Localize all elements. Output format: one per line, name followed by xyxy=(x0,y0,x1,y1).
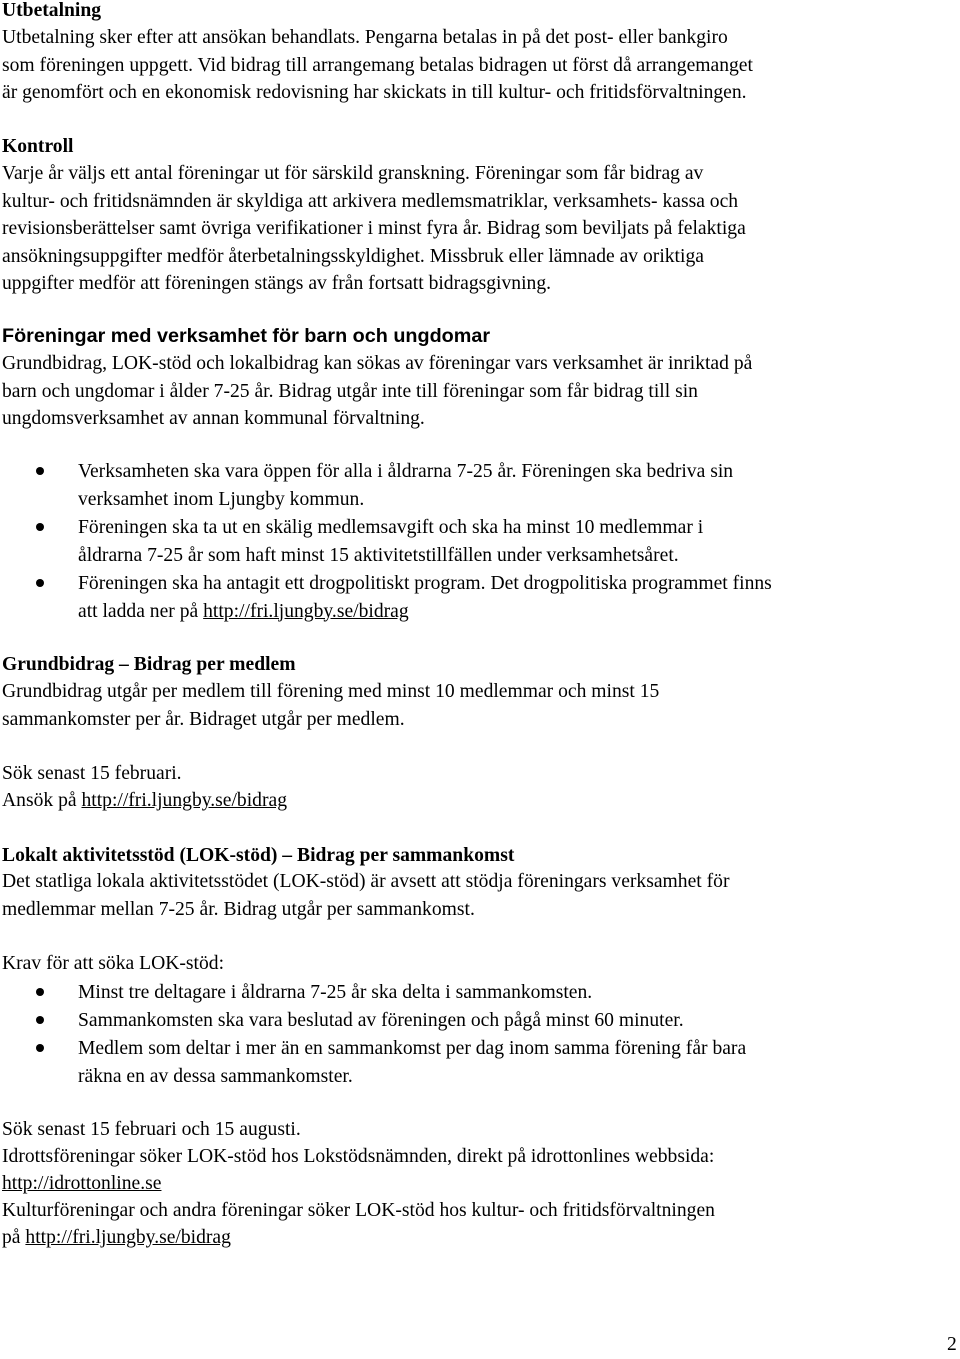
barn-bullet-2: Föreningen ska ta ut en skälig medlemsavgift och ska ha minst 10 medlemmar i åldrarna 7-25 år som haft minst 15 aktivitetstillfällen under verksamhetsåret. xyxy=(78,517,704,566)
grundbidrag-apply-text: Ansök på xyxy=(2,790,82,811)
drogpolitik-link[interactable]: http://fri.ljungby.se/bidrag xyxy=(203,600,409,622)
lok-deadline: Sök senast 15 februari och 15 augusti. xyxy=(2,1119,301,1140)
lok-kultur-text: Kulturföreningar och andra föreningar söker LOK-stöd hos kultur- och fritidsförvaltningen xyxy=(2,1200,715,1221)
kultur-bidrag-link[interactable]: http://fri.ljungby.se/bidrag xyxy=(25,1227,231,1248)
grundbidrag-heading: Grundbidrag – Bidrag per medlem xyxy=(2,654,296,675)
lok-idrott-text: Idrottsföreningar söker LOK-stöd hos Lokstödsnämnden, direkt på idrottonlines webbsida: xyxy=(2,1146,715,1167)
lok-body: Det statliga lokala aktivitetsstödet (LOK-stöd) är avsett att stödja föreningars verksamhet för medlemmar mellan 7-25 år. Bidrag utgår per sammankomst. xyxy=(2,871,730,920)
lok-kultur-link-line xyxy=(2,1224,231,1252)
barn-bullet-3 xyxy=(78,570,938,625)
bullet-dot xyxy=(36,579,44,587)
kontroll-heading: Kontroll xyxy=(2,136,74,157)
idrottonline-link[interactable]: http://idrottonline.se xyxy=(2,1173,162,1194)
utbetalning-heading: Utbetalning xyxy=(2,0,102,21)
grundbidrag-deadline: Sök senast 15 februari. xyxy=(2,763,182,784)
bullet-dot xyxy=(36,467,44,475)
lok-bullet-3: Medlem som deltar i mer än en sammankomst per dag inom samma förening får bara räkna en av dessa sammankomster. xyxy=(78,1038,747,1087)
lok-bullet-2: Sammankomsten ska vara beslutad av föreningen och pågå minst 60 minuter. xyxy=(78,1010,684,1031)
kontroll-body: Varje år väljs ett antal föreningar ut för särskild granskning. Föreningar som får bidrag av kultur- och fritidsnämnden är skyldiga att arkivera medlemsmatriklar, verksamhets- kassa och revisionsberättelser samt övriga verifikationer i minst fyra år. Bidrag som beviljats på felaktiga ansökningsuppgifter medför återbetalningsskyldighet. Missbruk eller lämnade av oriktiga uppgifter medför att föreningen stängs av från fortsatt bidragsgivning. xyxy=(2,163,746,294)
lok-idrott-link-line xyxy=(2,1170,161,1198)
barn-bullet-3-text: Föreningen ska ha antagit ett drogpolitiskt program. Det drogpolitiska programmet finns att ladda ner på xyxy=(78,573,772,622)
lok-bullet-1: Minst tre deltagare i åldrarna 7-25 år ska delta i sammankomsten. xyxy=(78,982,593,1003)
grundbidrag-apply xyxy=(2,787,287,815)
barn-bullet-1: Verksamheten ska vara öppen för alla i åldrarna 7-25 år. Föreningen ska bedriva sin verksamhet inom Ljungby kommun. xyxy=(78,461,734,510)
bullet-dot xyxy=(36,1016,44,1024)
grundbidrag-body: Grundbidrag utgår per medlem till förening med minst 10 medlemmar och minst 15 sammankomster per år. Bidraget utgår per medlem. xyxy=(2,681,660,730)
bullet-dot xyxy=(36,523,44,531)
bullet-dot xyxy=(36,1044,44,1052)
lok-kultur-prefix: på xyxy=(2,1227,26,1248)
barn-heading: Föreningar med verksamhet för barn och ungdomar xyxy=(2,325,491,347)
barn-body: Grundbidrag, LOK-stöd och lokalbidrag kan sökas av föreningar vars verksamhet är inriktad på barn och ungdomar i ålder 7-25 år. Bidrag utgår inte till föreningar som får bidrag till sin ungdomsverksamhet av annan kommunal förvaltning. xyxy=(2,353,753,429)
lok-krav: Krav för att söka LOK-stöd: xyxy=(2,953,225,974)
utbetalning-body: Utbetalning sker efter att ansökan behandlats. Pengarna betalas in på det post- eller bankgiro som föreningen uppgett. Vid bidrag till arrangemang betalas bidragen ut först då arrangemanget är genomfört och en ekonomisk redovisning har skickats in till kultur- och fritidsförvaltningen. xyxy=(2,27,753,103)
grundbidrag-apply-link[interactable]: http://fri.ljungby.se/bidrag xyxy=(81,790,287,811)
page-number: 2 xyxy=(947,1334,957,1355)
bullet-dot xyxy=(36,988,44,996)
lok-heading: Lokalt aktivitetsstöd (LOK-stöd) – Bidrag per sammankomst xyxy=(2,845,515,866)
